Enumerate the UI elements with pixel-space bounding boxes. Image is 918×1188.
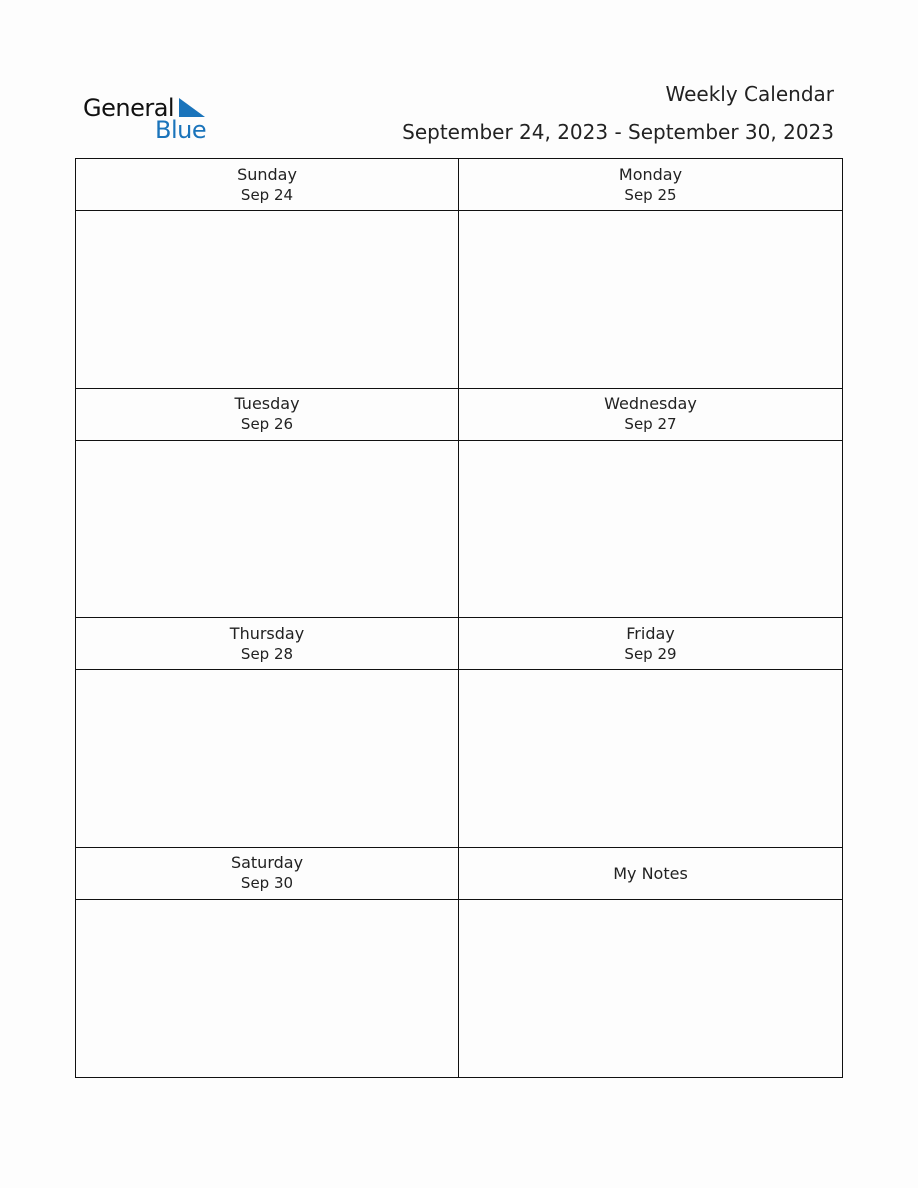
day-header <box>459 389 842 441</box>
day-body[interactable] <box>459 211 842 388</box>
day-name: Tuesday <box>234 394 300 413</box>
notes-header <box>459 848 842 900</box>
day-date: Sep 27 <box>624 415 677 433</box>
day-date: Sep 30 <box>240 874 294 892</box>
logo-triangle-icon <box>179 98 205 117</box>
day-date: Sep 29 <box>624 644 677 663</box>
day-name: Saturday <box>230 853 304 872</box>
day-cell-tuesday <box>76 389 459 619</box>
day-cell-sunday <box>76 159 459 389</box>
day-header <box>459 159 842 211</box>
day-name: Monday <box>618 164 683 184</box>
day-header <box>76 389 458 441</box>
general-blue-logo <box>83 92 213 144</box>
day-header <box>76 848 458 900</box>
date-range: September 24, 2023 - September 30, 2023 <box>402 120 834 144</box>
day-header <box>459 618 842 670</box>
day-body[interactable] <box>459 670 842 847</box>
day-body[interactable] <box>76 211 458 388</box>
logo-text-general: General <box>83 94 175 122</box>
day-body[interactable] <box>76 900 458 1078</box>
day-header <box>76 159 458 211</box>
day-header <box>76 618 458 670</box>
day-body[interactable] <box>76 441 458 618</box>
day-name: Friday <box>626 623 675 643</box>
weekly-calendar-grid <box>75 158 843 1078</box>
day-name: Wednesday <box>604 394 697 413</box>
day-date: Sep 26 <box>240 415 294 433</box>
day-cell-wednesday <box>459 389 842 619</box>
day-cell-thursday <box>76 618 459 848</box>
day-date: Sep 24 <box>240 185 294 204</box>
day-body[interactable] <box>459 441 842 618</box>
day-name: Sunday <box>237 164 297 184</box>
day-cell-saturday <box>76 848 459 1078</box>
notes-body[interactable] <box>459 900 842 1078</box>
day-cell-monday <box>459 159 842 389</box>
day-cell-friday <box>459 618 842 848</box>
notes-label: My Notes <box>613 863 688 883</box>
day-body[interactable] <box>76 670 458 847</box>
day-name: Thursday <box>229 623 305 643</box>
page-title: Weekly Calendar <box>665 82 834 106</box>
notes-cell <box>459 848 842 1078</box>
logo-text-blue: Blue <box>155 116 207 144</box>
day-date: Sep 25 <box>624 185 677 204</box>
day-date: Sep 28 <box>240 644 294 663</box>
